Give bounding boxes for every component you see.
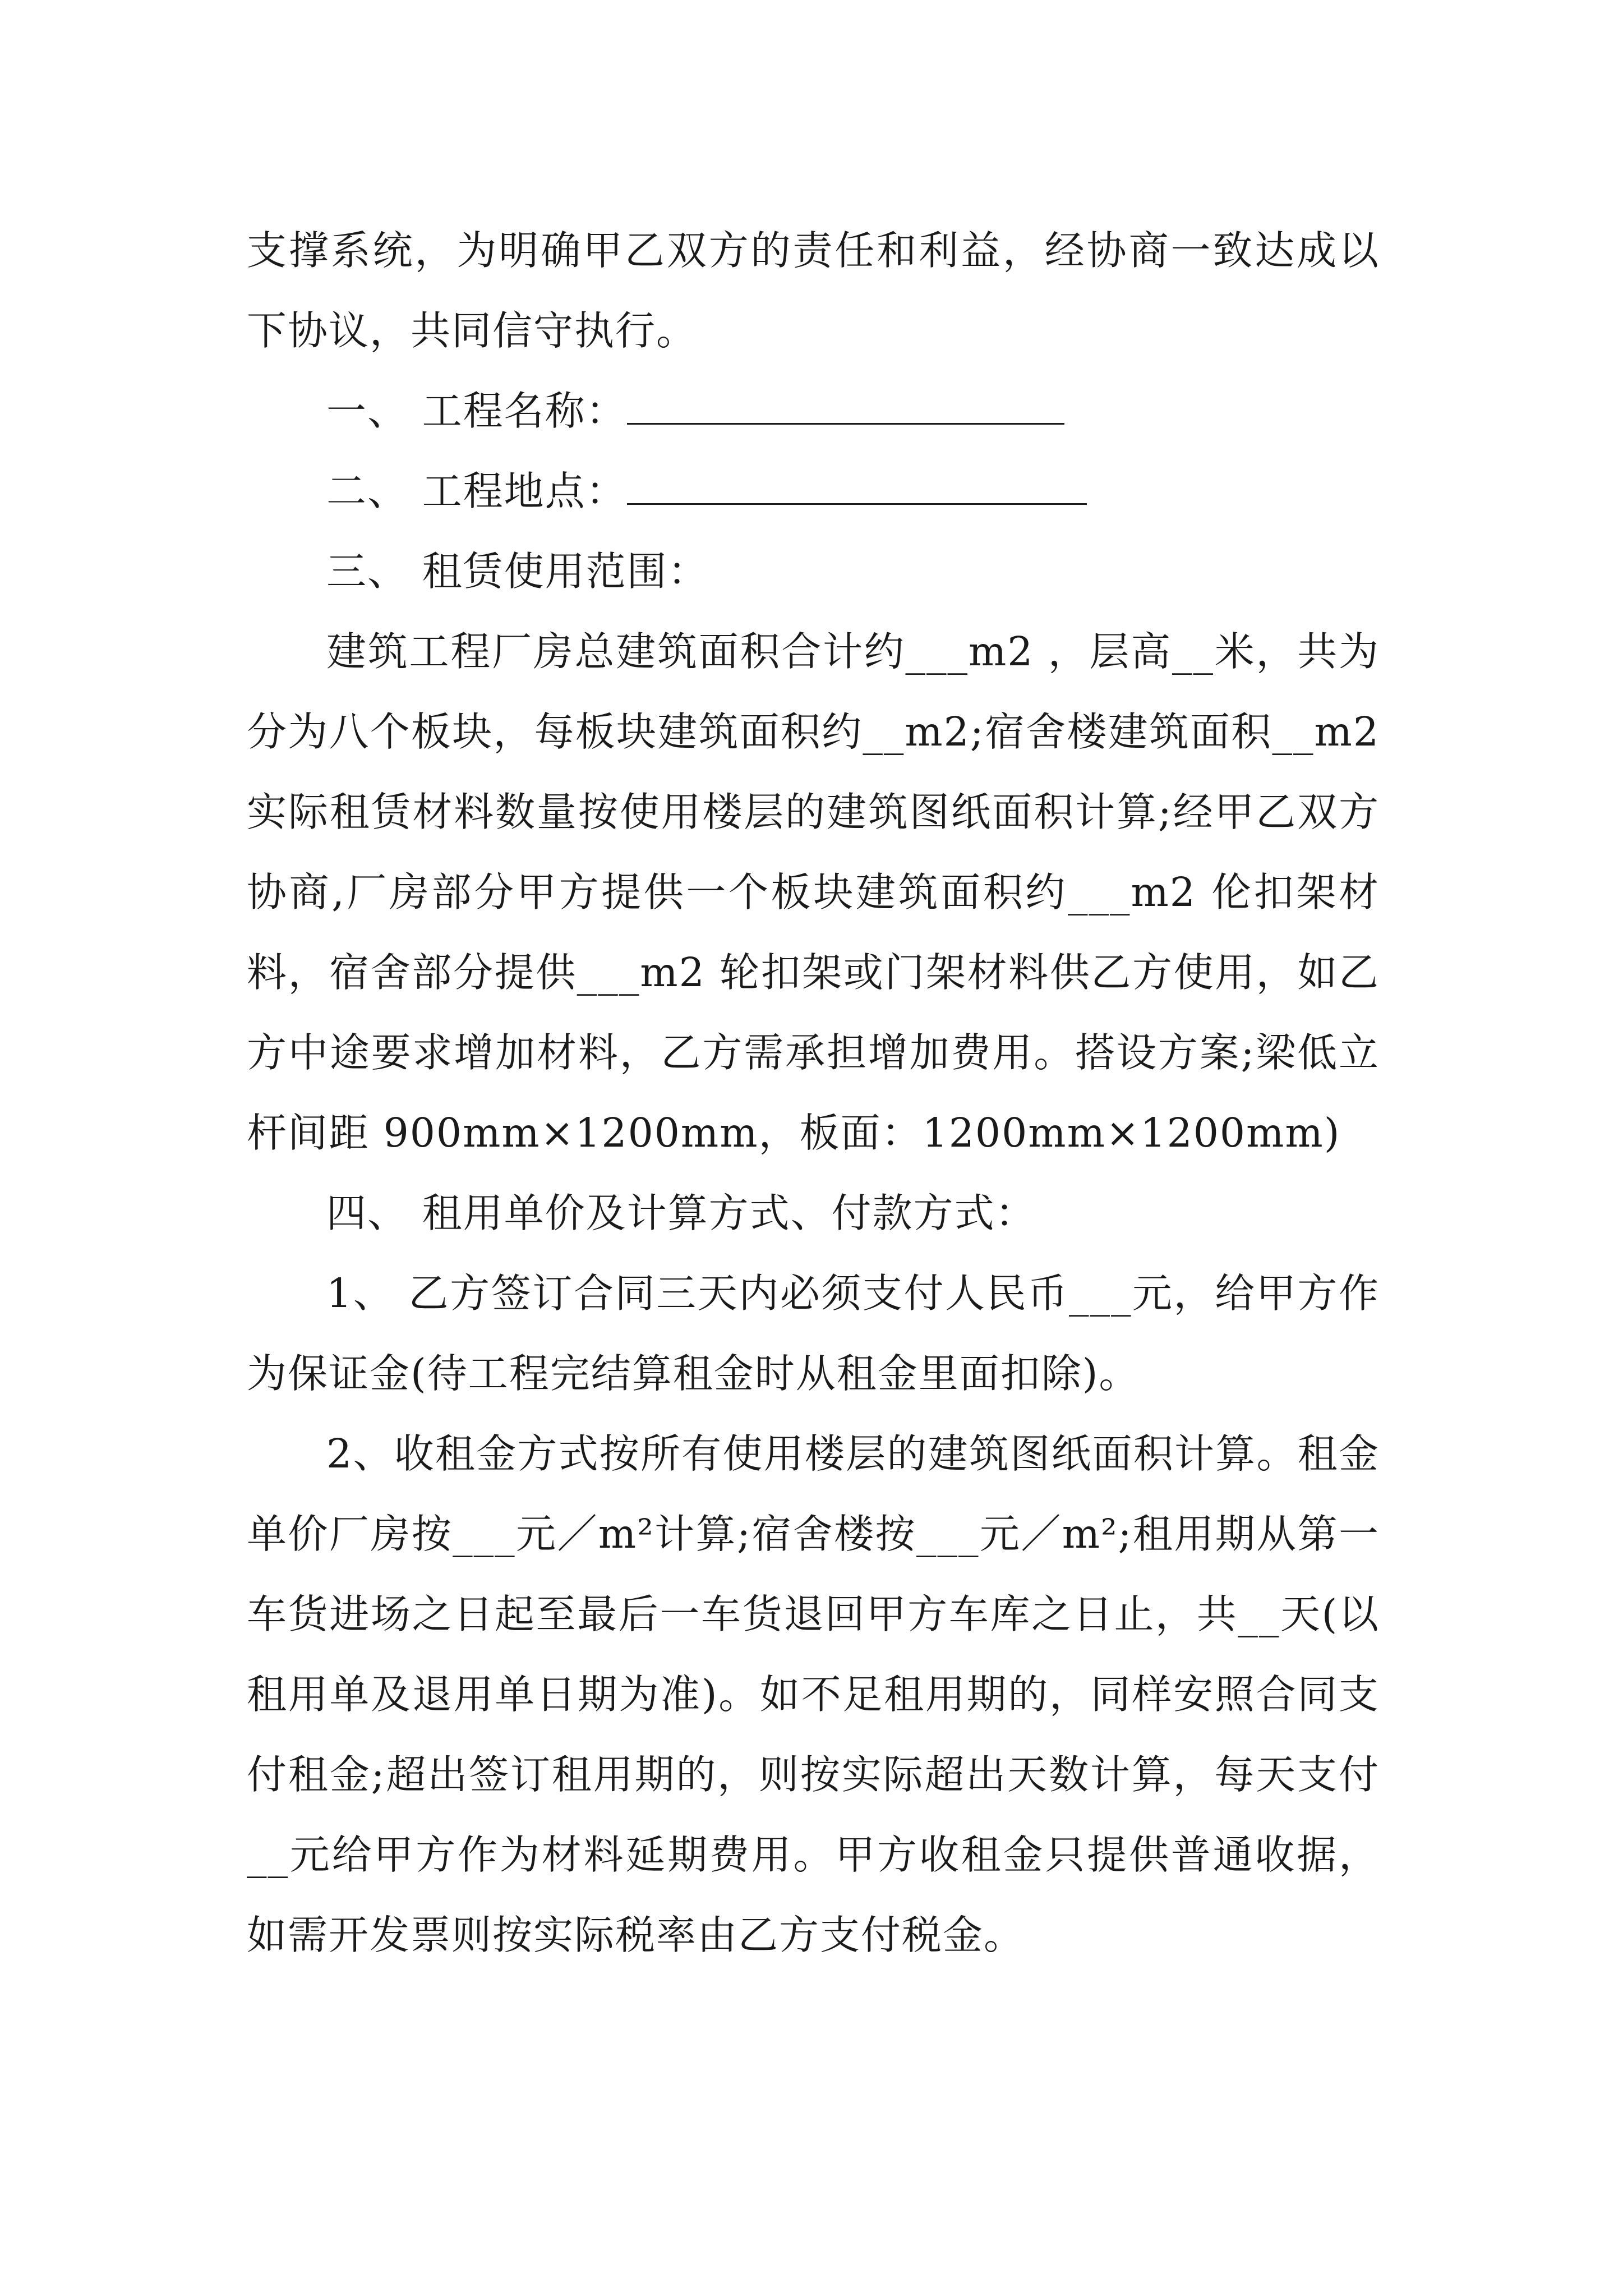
paragraph-rental-scope: 建筑工程厂房总建筑面积合计约___m2 ，层高__米，共为分为八个板块，每板块建筑面积约__m2;宿舍楼建筑面积__m2 实际租赁材料数量按使用楼层的建筑图纸面积计算;经甲乙双方协商,厂房部分甲方提供一个板块建筑面积约___m2 伦扣架材料，宿舍部分提供___m2 轮扣架或门架材料供乙方使用，如乙方中途要求增加材料，乙方需承担增加费用。搭设方案;梁低立杆间距 900mm×1200mm，板面：1200mm×1200mm)	[247, 628, 1380, 1156]
section-heading-pricing: 四、 租用单价及计算方式、付款方式：	[326, 1190, 1036, 1236]
project-location-label: 二、 工程地点：	[326, 468, 627, 514]
paragraph-intro: 支撑系统，为明确甲乙双方的责任和利益，经协商一致达成以下协议，共同信守执行。	[247, 227, 1380, 354]
project-name-label: 一、 工程名称：	[326, 388, 627, 434]
paragraph-project-name	[247, 371, 1380, 451]
project-name-blank	[627, 387, 1064, 425]
paragraph-deposit: 1、 乙方签订合同三天内必须支付人民币___元，给甲方作为保证金(待工程完结算租金时从租金里面扣除)。	[247, 1270, 1380, 1397]
paragraph-rent-calculation: 2、收租金方式按所有使用楼层的建筑图纸面积计算。租金单价厂房按___元／m²计算;宿舍楼按___元／m²;租用期从第一车货进场之日起至最后一车货退回甲方车库之日止，共__天(以租用单及退用单日期为准)。如不足租用期的，同样安照合同支付租金;超出签订租用期的，则按实际超出天数计算，每天支付__元给甲方作为材料延期费用。甲方收租金只提供普通收据，如需开发票则按实际税率由乙方支付税金。	[247, 1430, 1380, 1958]
document-body	[247, 210, 1380, 1975]
paragraph-project-location	[247, 451, 1380, 531]
section-heading-rental-scope: 三、 租赁使用范围：	[326, 548, 709, 595]
project-location-blank	[627, 467, 1087, 505]
